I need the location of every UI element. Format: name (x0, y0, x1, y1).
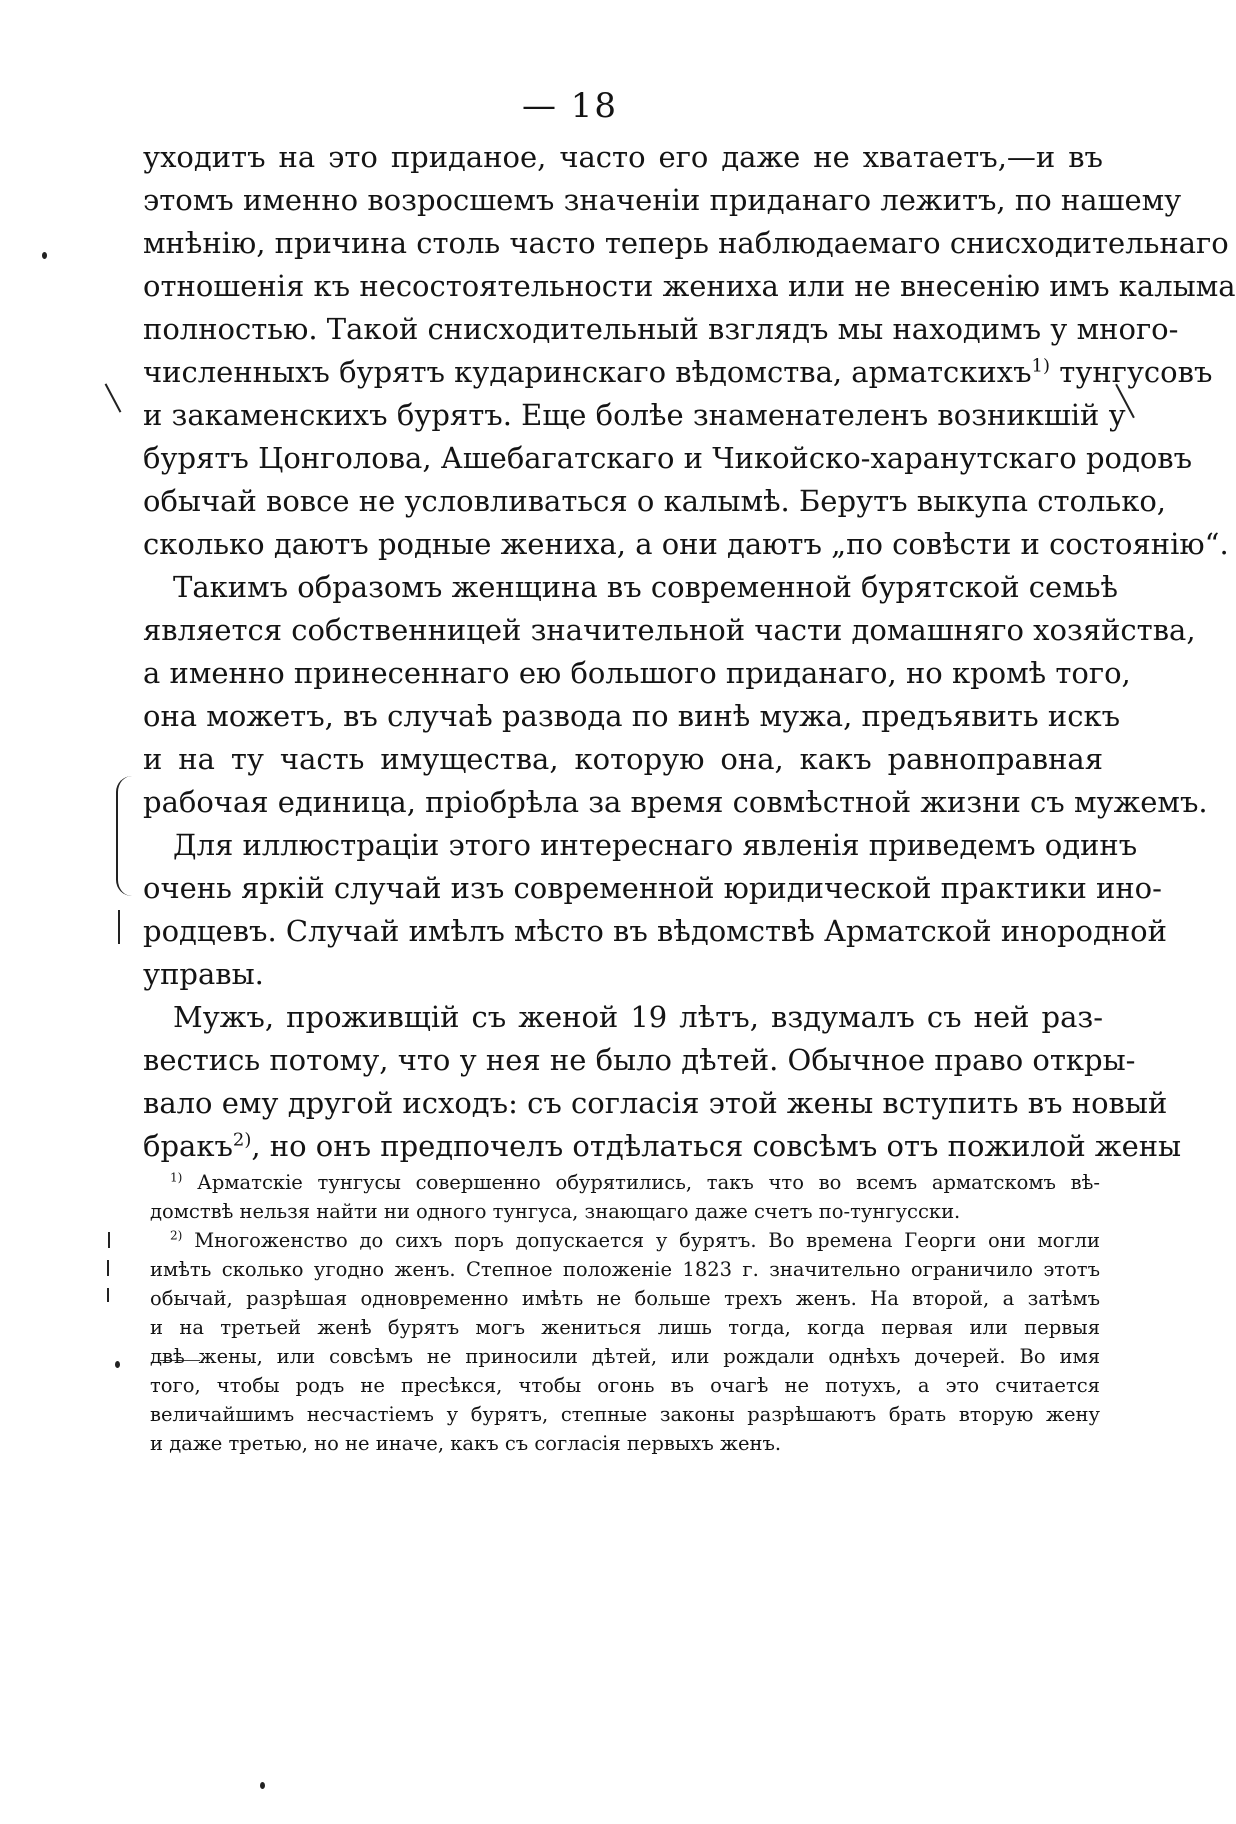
margin-dot-mark (260, 1782, 265, 1789)
body-text: тунгусовъ (1059, 355, 1213, 389)
body-line: этомъ именно возросшемъ значеніи приданаго лежитъ, по нашему (143, 183, 1182, 217)
margin-slash-mark (105, 383, 122, 412)
body-line: очень яркій случай изъ современной юридической практики ино- (143, 871, 1162, 905)
footnote-line: двѣ жены, или совсѣмъ не приносили дѣтей, или рождали однѣхъ дочерей. Во имя (150, 1345, 1100, 1368)
footnote-line: имѣть сколько угодно женъ. Степное положеніе 1823 г. значительно ограничило этотъ (150, 1258, 1100, 1281)
footnote-line: обычай, разрѣшая одновременно имѣть не больше трехъ женъ. На второй, а затѣмъ (150, 1287, 1100, 1310)
body-text: , (251, 1129, 261, 1163)
footnote-marker-1: 1) (170, 1170, 183, 1185)
body-line: вало ему другой исходъ: съ согласія этой жены вступить въ новый (143, 1086, 1168, 1120)
body-line: обычай вовсе не условливаться о калымѣ. Берутъ выкупа столько, (143, 484, 1167, 518)
body-text: численныхъ бурятъ кударинскаго вѣдомства, арматскихъ (143, 355, 1032, 389)
footnote-line: того, чтобы родъ не пресѣкся, чтобы огонь въ очагѣ не потухъ, а это считается (150, 1374, 1100, 1397)
margin-bar-mark (107, 1260, 109, 1276)
page-number: — 18 (521, 86, 619, 126)
footnote-ref-2: 2) (232, 1129, 252, 1151)
body-text: бракъ (143, 1129, 233, 1163)
footnote-ref-1: 1) (1031, 355, 1050, 377)
footnote-marker-2: 2) (170, 1228, 183, 1243)
body-line: Такимъ образомъ женщина въ современной бурятской семьѣ (173, 570, 1119, 604)
body-line: уходитъ на это приданое, часто его даже не хватаетъ,—и въ (143, 140, 1103, 174)
body-line: она можетъ, въ случаѣ развода по винѣ мужа, предъявить искъ (143, 699, 1121, 733)
footnote-line: домствѣ нельзя найти ни одного тунгуса, знающаго даже счетъ по-тунгусски. (150, 1200, 961, 1223)
footnote-line: величайшимъ несчастіемъ у бурятъ, степные законы разрѣшаютъ брать вторую жену (150, 1403, 1100, 1426)
body-line: вестись потому, что у нея не было дѣтей. Обычное право откры- (143, 1043, 1136, 1077)
body-line: управы. (143, 957, 264, 991)
footnote-text: Арматскіе тунгусы совершенно обурятились, такъ что во всемъ арматскомъ вѣ- (197, 1171, 1100, 1194)
margin-brace-mark (116, 776, 132, 896)
body-line: отношенія къ несостоятельности жениха или не внесенію имъ калыма (143, 269, 1236, 303)
body-line: и на ту часть имущества, которую она, какъ равноправная (143, 742, 1103, 776)
body-line (143, 1123, 1182, 1169)
body-line: полностью. Такой снисходительный взглядъ мы находимъ у много- (143, 312, 1179, 346)
footnote-line (170, 1168, 1100, 1197)
body-line: и закаменскихъ бурятъ. Еще болѣе знаменателенъ возникшій у (143, 398, 1126, 432)
margin-dot-mark (42, 252, 47, 259)
body-text: но онъ предпочелъ отдѣлаться совсѣмъ отъ пожилой жены (269, 1129, 1182, 1163)
footnote-line (170, 1226, 1100, 1255)
footnote-line: и даже третью, но не иначе, какъ съ согласія первыхъ женъ. (150, 1432, 782, 1455)
body-line: сколько даютъ родные жениха, а они даютъ „по совѣсти и состоянію“. (143, 527, 1229, 561)
body-line: бурятъ Цонголова, Ашебагатскаго и Чикойско-харанутскаго родовъ (143, 441, 1193, 475)
body-line: является собственницей значительной части домашняго хозяйства, (143, 613, 1196, 647)
footnote-line: и на третьей женѣ бурятъ могъ жениться лишь тогда, когда первая или первыя (150, 1316, 1100, 1339)
body-line: мнѣнію, причина столь часто теперь наблюдаемаго снисходительнаго (143, 226, 1229, 260)
body-line (143, 349, 1213, 395)
footnote-text: Многоженство до сихъ поръ допускается у бурятъ. Во времена Георги они могли (194, 1229, 1100, 1252)
margin-dot-mark (115, 1361, 120, 1368)
body-line: Мужъ, проживщій съ женой 19 лѣтъ, вздумалъ съ ней раз- (173, 1000, 1103, 1034)
body-line: Для иллюстраціи этого интереснаго явленія приведемъ одинъ (173, 828, 1138, 862)
margin-bar-mark (118, 910, 120, 944)
body-line: рабочая единица, пріобрѣла за время совмѣстной жизни съ мужемъ. (143, 785, 1208, 819)
body-line: а именно принесеннаго ею большого приданаго, но кромѣ того, (143, 656, 1131, 690)
body-line: родцевъ. Случай имѣлъ мѣсто въ вѣдомствѣ Арматской инородной (143, 914, 1167, 948)
margin-bar-mark (107, 1288, 109, 1302)
margin-bar-mark (108, 1232, 110, 1248)
